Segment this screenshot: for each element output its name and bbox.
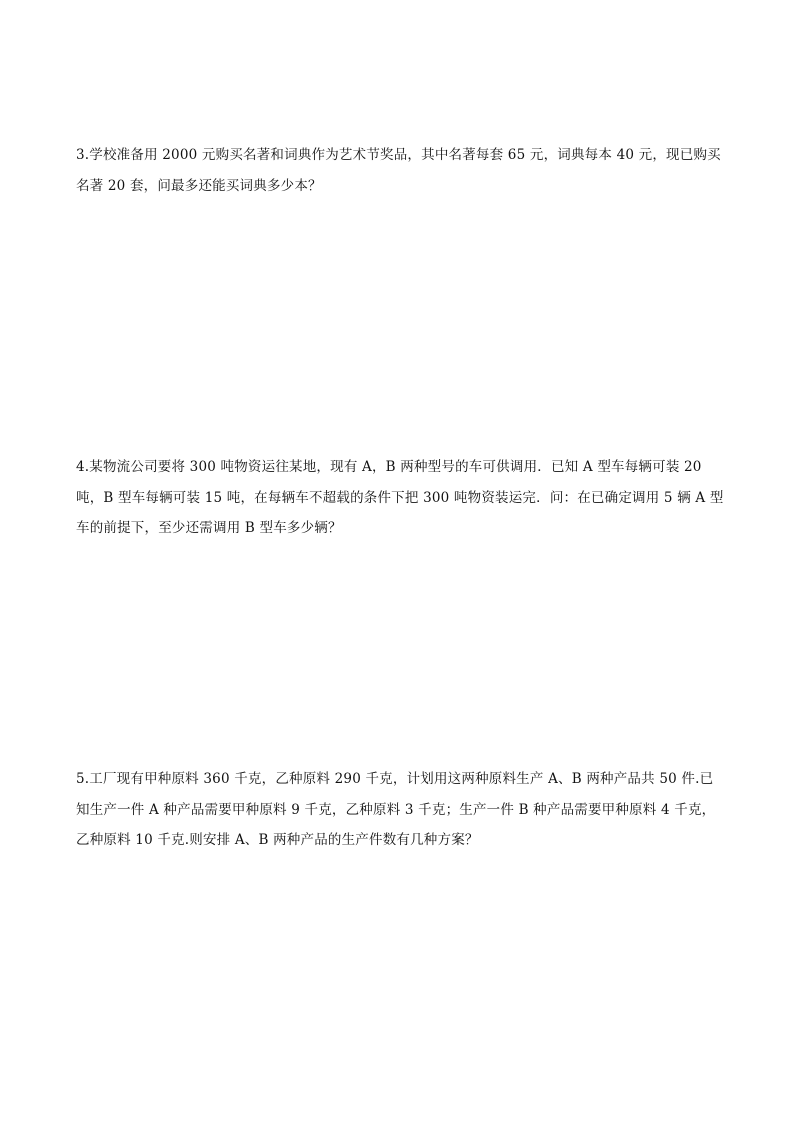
problem-4-text: 4.某物流公司要将 300 吨物资运往某地，现有 A，B 两种型号的车可供调用．已知 A 型车每辆可装 20 吨，B 型车每辆可装 15 吨，在每辆车不超载的条件下把 300 吨物资装运完．问：在已确定调用 5 辆 A 型车的前提下，至少还需调用 B 型车多少辆？ (76, 459, 724, 536)
problem-3-text: 3.学校准备用 2000 元购买名著和词典作为艺术节奖品，其中名著每套 65 元，词典每本 40 元，现已购买名著 20 套，问最多还能买词典多少本？ (76, 147, 721, 194)
problem-5-text: 5.工厂现有甲种原料 360 千克，乙种原料 290 千克，计划用这两种原料生产 A、B 两种产品共 50 件.已知生产一件 A 种产品需要甲种原料 9 千克，乙种原料 3 千克；生产一件 B 种产品需要甲种原料 4 千克，乙种原料 10 千克.则安排 A、B 两种产品的生产件数有几种方案？ (76, 771, 716, 848)
